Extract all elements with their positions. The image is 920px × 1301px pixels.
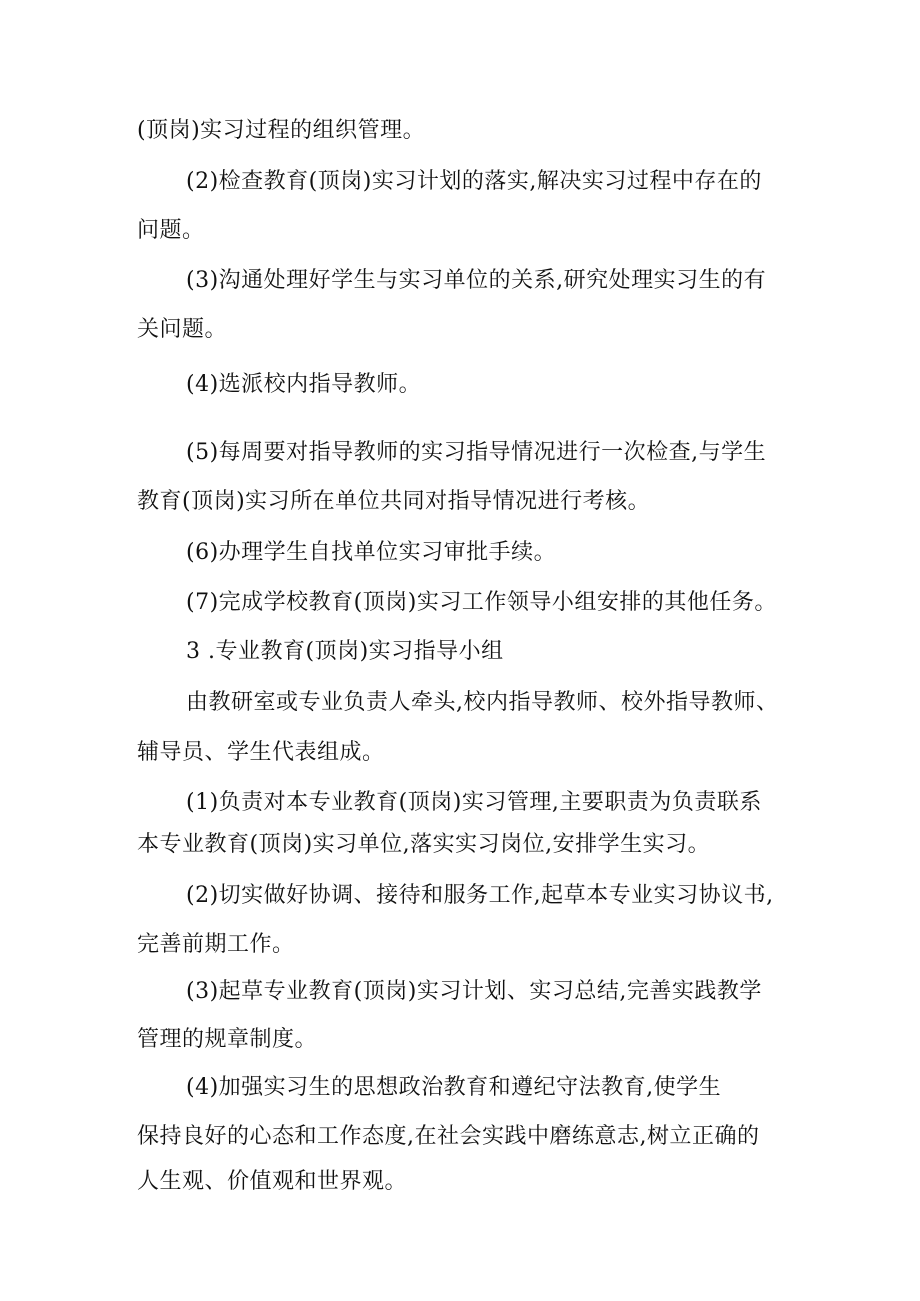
text-line: (4)加强实习生的思想政治教育和遵纪守法教育,使学生 — [186, 1075, 722, 1100]
section-heading: 3 .专业教育(顶岗)实习指导小组 — [186, 639, 504, 664]
text-line: 教育(顶岗)实习所在单位共同对指导情况进行考核。 — [137, 489, 651, 514]
text-line: 关问题。 — [137, 317, 228, 342]
text-line: (1)负责对本专业教育(顶岗)实习管理,主要职责为负责联系 — [186, 790, 762, 815]
text-line: (2)切实做好协调、接待和服务工作,起草本专业实习协议书, — [186, 883, 774, 908]
text-line: (6)办理学生自找单位实习审批手续。 — [186, 540, 557, 565]
text-line: (3)沟通处理好学生与实习单位的关系,研究处理实习生的有 — [186, 268, 767, 293]
text-line: 辅导员、学生代表组成。 — [137, 740, 385, 765]
text-line: 保持良好的心态和工作态度,在社会实践中磨练意志,树立正确的 — [137, 1124, 760, 1149]
text-line: 问题。 — [137, 218, 205, 243]
text-line: 人生观、价值观和世界观。 — [137, 1169, 408, 1194]
text-line: 本专业教育(顶岗)实习单位,落实实习岗位,安排学生实习。 — [137, 832, 711, 857]
text-line: (顶岗)实习过程的组织管理。 — [137, 118, 426, 143]
text-line: (4)选派校内指导教师。 — [186, 372, 422, 397]
text-line: 完善前期工作。 — [137, 932, 295, 957]
text-line: 管理的规章制度。 — [137, 1027, 318, 1052]
text-line: (2)检查教育(顶岗)实习计划的落实,解决实习过程中存在的 — [186, 169, 762, 194]
text-line: 由教研室或专业负责人牵头,校内指导教师、校外指导教师、 — [186, 690, 779, 715]
text-line: (3)起草专业教育(顶岗)实习计划、实习总结,完善实践教学 — [186, 979, 762, 1004]
text-line: (5)每周要对指导教师的实习指导情况进行一次检查,与学生 — [186, 440, 767, 465]
text-line: (7)完成学校教育(顶岗)实习工作领导小组安排的其他任务。 — [186, 590, 777, 615]
